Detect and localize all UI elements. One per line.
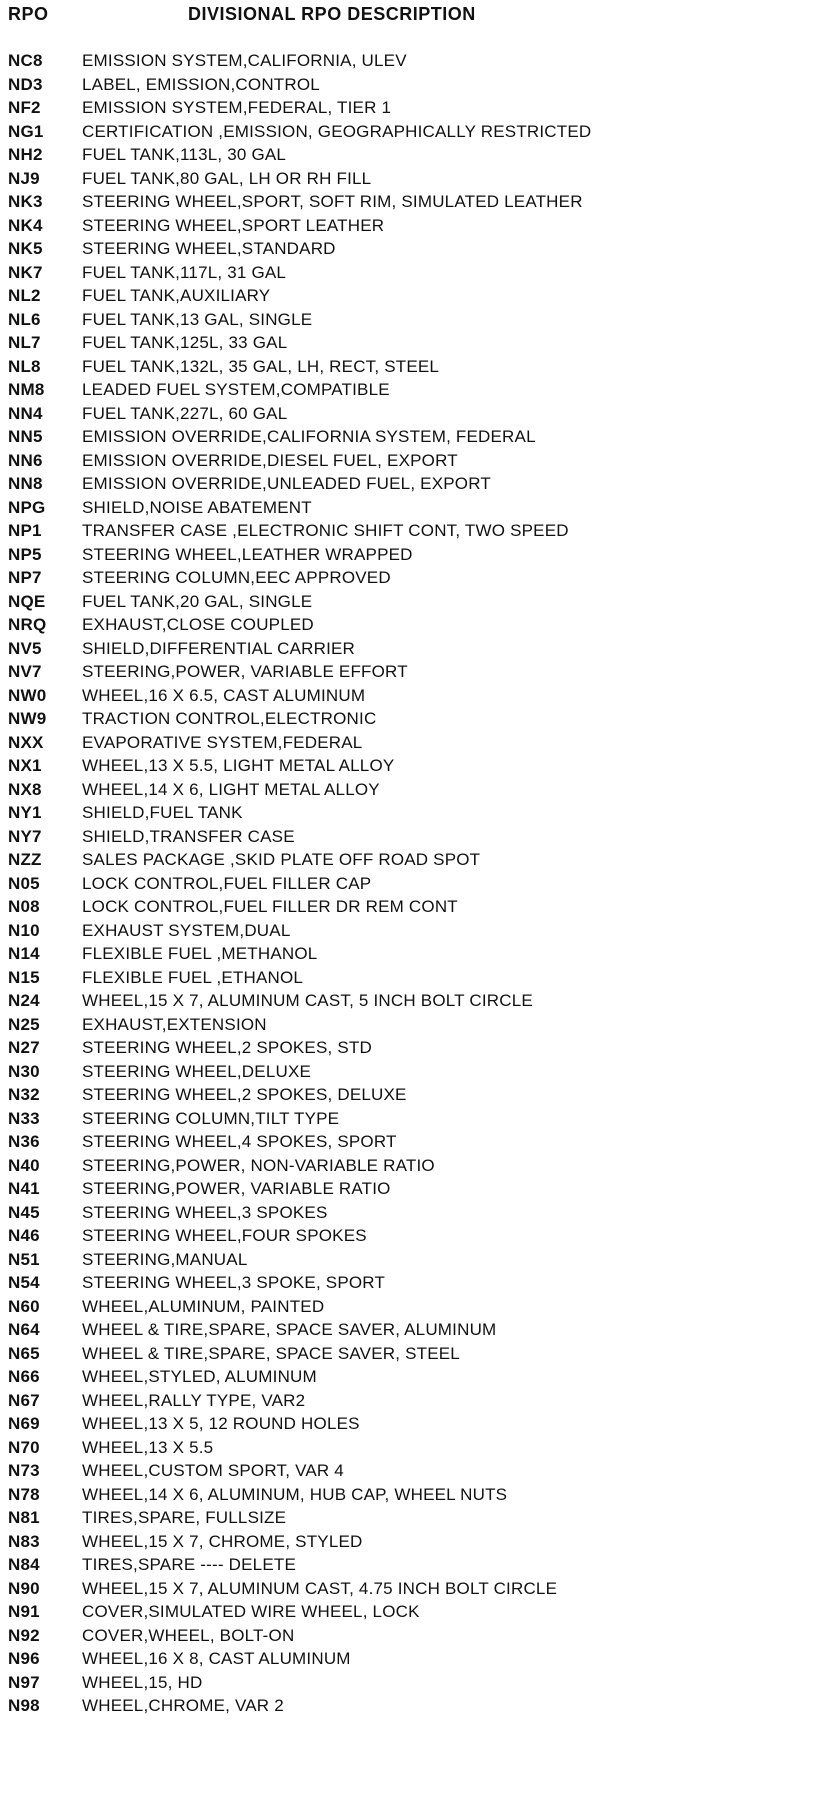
rpo-description: WHEEL,RALLY TYPE, VAR2 (82, 1390, 306, 1410)
rpo-code: N66 (8, 1367, 40, 1386)
list-item (8, 1154, 808, 1178)
list-item (8, 1694, 808, 1718)
rpo-description: FUEL TANK,113L, 30 GAL (82, 145, 287, 164)
list-item (8, 942, 808, 966)
rpo-code: N30 (8, 1061, 40, 1081)
list-item (8, 1036, 808, 1060)
list-item (8, 895, 808, 919)
rpo-description: TIRES,SPARE, FULLSIZE (82, 1508, 287, 1527)
rpo-description: STEERING WHEEL,STANDARD (82, 239, 336, 258)
list-item (8, 966, 808, 990)
rpo-code: NP5 (8, 544, 42, 564)
list-item (8, 989, 808, 1013)
rpo-code: NXX (8, 732, 44, 752)
rpo-description: EMISSION OVERRIDE,UNLEADED FUEL, EXPORT (82, 474, 491, 493)
list-item (8, 214, 808, 238)
list-item (8, 331, 808, 355)
list-item (8, 707, 808, 731)
rpo-code: N08 (8, 897, 40, 916)
rpo-description: LABEL, EMISSION,CONTROL (82, 74, 320, 94)
list-item (8, 1271, 808, 1295)
list-item (8, 1342, 808, 1366)
rpo-code: N51 (8, 1249, 40, 1269)
rpo-description: STEERING WHEEL,FOUR SPOKES (82, 1226, 367, 1245)
rpo-description: EMISSION SYSTEM,FEDERAL, TIER 1 (82, 98, 392, 117)
rpo-code: N90 (8, 1578, 40, 1598)
list-item (8, 637, 808, 661)
rpo-description: FUEL TANK,20 GAL, SINGLE (82, 591, 313, 611)
list-item (8, 96, 808, 120)
list-item (8, 1436, 808, 1460)
rpo-code: N67 (8, 1390, 40, 1410)
rpo-code: N45 (8, 1202, 40, 1222)
list-item (8, 1083, 808, 1107)
rpo-description: LOCK CONTROL,FUEL FILLER DR REM CONT (82, 897, 458, 916)
rpo-description: WHEEL & TIRE,SPARE, SPACE SAVER, ALUMINUM (82, 1320, 497, 1339)
rpo-code: N81 (8, 1508, 40, 1527)
rpo-code: N70 (8, 1437, 40, 1457)
rpo-code: ND3 (8, 74, 43, 94)
rpo-description: FUEL TANK,132L, 35 GAL, LH, RECT, STEEL (82, 356, 440, 376)
rpo-description: STEERING,POWER, VARIABLE RATIO (82, 1179, 391, 1198)
rpo-code: NM8 (8, 380, 45, 399)
rpo-code: NF2 (8, 98, 41, 117)
rpo-code: NK5 (8, 239, 43, 258)
rpo-code: NK4 (8, 215, 43, 235)
rpo-description: STEERING,POWER, VARIABLE EFFORT (82, 662, 408, 681)
list-item (8, 190, 808, 214)
rpo-code: N41 (8, 1179, 40, 1198)
list-item (8, 1412, 808, 1436)
rpo-list (8, 49, 808, 1718)
list-item (8, 1060, 808, 1084)
list-item (8, 120, 808, 144)
rpo-description: WHEEL,CUSTOM SPORT, VAR 4 (82, 1461, 344, 1480)
list-item (8, 919, 808, 943)
list-item (8, 378, 808, 402)
list-item (8, 1459, 808, 1483)
rpo-description: EMISSION OVERRIDE,CALIFORNIA SYSTEM, FEDERAL (82, 427, 536, 446)
rpo-column-heading: RPO (8, 4, 49, 24)
rpo-description: LOCK CONTROL,FUEL FILLER CAP (82, 873, 372, 893)
rpo-description: WHEEL,16 X 6.5, CAST ALUMINUM (82, 685, 366, 705)
rpo-code: NH2 (8, 145, 43, 164)
rpo-code: NV5 (8, 638, 42, 658)
list-item (8, 425, 808, 449)
list-item (8, 660, 808, 684)
rpo-description: COVER,SIMULATED WIRE WHEEL, LOCK (82, 1602, 420, 1621)
list-item (8, 1107, 808, 1131)
list-item (8, 778, 808, 802)
rpo-description: SALES PACKAGE ,SKID PLATE OFF ROAD SPOT (82, 850, 481, 869)
rpo-description: WHEEL,STYLED, ALUMINUM (82, 1367, 317, 1386)
rpo-description: STEERING COLUMN,EEC APPROVED (82, 568, 391, 587)
rpo-code: NN5 (8, 427, 43, 446)
rpo-description: WHEEL,15 X 7, ALUMINUM CAST, 5 INCH BOLT CIRCLE (82, 991, 533, 1010)
list-item (8, 1506, 808, 1530)
rpo-code: N24 (8, 991, 40, 1010)
list-item (8, 754, 808, 778)
rpo-description: WHEEL,ALUMINUM, PAINTED (82, 1296, 325, 1316)
rpo-description: WHEEL,15, HD (82, 1672, 203, 1692)
rpo-code: NW9 (8, 709, 47, 728)
rpo-code: N32 (8, 1085, 40, 1104)
rpo-code: NY1 (8, 803, 42, 822)
list-item (8, 261, 808, 285)
rpo-code: NC8 (8, 51, 43, 70)
column-header (8, 4, 808, 28)
rpo-description: FUEL TANK,AUXILIARY (82, 286, 271, 305)
rpo-code: NZZ (8, 850, 42, 869)
rpo-description: FUEL TANK,227L, 60 GAL (82, 403, 288, 423)
rpo-description: LEADED FUEL SYSTEM,COMPATIBLE (82, 380, 390, 399)
list-item (8, 308, 808, 332)
list-item (8, 1130, 808, 1154)
rpo-description: WHEEL,15 X 7, CHROME, STYLED (82, 1531, 363, 1551)
list-item (8, 1295, 808, 1319)
rpo-description: STEERING,MANUAL (82, 1249, 248, 1269)
rpo-description: STEERING COLUMN,TILT TYPE (82, 1108, 340, 1128)
rpo-description: TIRES,SPARE ---- DELETE (82, 1555, 296, 1574)
rpo-code: NG1 (8, 121, 44, 141)
rpo-code: NN8 (8, 474, 43, 493)
rpo-description: WHEEL,13 X 5.5, LIGHT METAL ALLOY (82, 756, 395, 775)
rpo-code: NPG (8, 497, 46, 517)
rpo-code: N69 (8, 1414, 40, 1433)
rpo-description: STEERING,POWER, NON-VARIABLE RATIO (82, 1155, 435, 1175)
list-item (8, 1248, 808, 1272)
description-column-heading: DIVISIONAL RPO DESCRIPTION (188, 4, 476, 24)
rpo-code: NN4 (8, 403, 43, 423)
rpo-description: EMISSION SYSTEM,CALIFORNIA, ULEV (82, 51, 407, 70)
list-item (8, 543, 808, 567)
rpo-description: WHEEL,CHROME, VAR 2 (82, 1696, 284, 1715)
rpo-description: FUEL TANK,80 GAL, LH OR RH FILL (82, 168, 372, 188)
rpo-code: NL6 (8, 309, 41, 329)
rpo-code: NL2 (8, 286, 41, 305)
list-item (8, 1530, 808, 1554)
rpo-code: N98 (8, 1696, 40, 1715)
rpo-code: NP1 (8, 521, 42, 540)
rpo-code: N33 (8, 1108, 40, 1128)
rpo-description: FLEXIBLE FUEL ,METHANOL (82, 944, 318, 963)
list-item (8, 237, 808, 261)
list-item (8, 1389, 808, 1413)
list-item (8, 613, 808, 637)
list-item (8, 1483, 808, 1507)
list-item (8, 167, 808, 191)
rpo-description: EXHAUST SYSTEM,DUAL (82, 920, 291, 940)
rpo-description: EXHAUST,EXTENSION (82, 1014, 267, 1034)
rpo-description: SHIELD,DIFFERENTIAL CARRIER (82, 638, 356, 658)
list-item (8, 519, 808, 543)
rpo-code: N78 (8, 1484, 40, 1504)
rpo-code: N15 (8, 967, 40, 987)
rpo-code: N40 (8, 1155, 40, 1175)
list-item (8, 1013, 808, 1037)
list-item (8, 848, 808, 872)
list-item (8, 684, 808, 708)
rpo-code: N14 (8, 944, 40, 963)
rpo-code: NX8 (8, 779, 42, 799)
list-item (8, 1577, 808, 1601)
rpo-code: N46 (8, 1226, 40, 1245)
list-item (8, 1624, 808, 1648)
rpo-code: N91 (8, 1602, 40, 1621)
rpo-code: N54 (8, 1273, 40, 1292)
list-item (8, 801, 808, 825)
rpo-code: N25 (8, 1014, 40, 1034)
rpo-description: SHIELD,TRANSFER CASE (82, 826, 295, 846)
rpo-description: FUEL TANK,117L, 31 GAL (82, 262, 287, 282)
list-item (8, 1224, 808, 1248)
list-item (8, 496, 808, 520)
list-item (8, 143, 808, 167)
list-item (8, 1647, 808, 1671)
rpo-code: N84 (8, 1555, 40, 1574)
rpo-description: STEERING WHEEL,3 SPOKES (82, 1202, 328, 1222)
rpo-description: STEERING WHEEL,2 SPOKES, DELUXE (82, 1085, 407, 1104)
rpo-description: SHIELD,NOISE ABATEMENT (82, 497, 312, 517)
list-item (8, 872, 808, 896)
list-item (8, 731, 808, 755)
list-item (8, 1365, 808, 1389)
rpo-code: NX1 (8, 756, 42, 775)
rpo-description: WHEEL,14 X 6, LIGHT METAL ALLOY (82, 779, 380, 799)
rpo-code: NL7 (8, 333, 41, 352)
rpo-code: NRQ (8, 615, 47, 634)
rpo-description: STEERING WHEEL,4 SPOKES, SPORT (82, 1132, 397, 1151)
rpo-description: FUEL TANK,125L, 33 GAL (82, 333, 288, 352)
list-item (8, 402, 808, 426)
rpo-code: N73 (8, 1461, 40, 1480)
list-item (8, 1600, 808, 1624)
rpo-description: TRANSFER CASE ,ELECTRONIC SHIFT CONT, TWO SPEED (82, 521, 569, 540)
rpo-description: WHEEL,13 X 5.5 (82, 1437, 214, 1457)
rpo-code: NQE (8, 591, 46, 611)
rpo-description: STEERING WHEEL,LEATHER WRAPPED (82, 544, 413, 564)
list-item (8, 590, 808, 614)
rpo-description: STEERING WHEEL,2 SPOKES, STD (82, 1038, 372, 1057)
list-item (8, 1318, 808, 1342)
rpo-description: FUEL TANK,13 GAL, SINGLE (82, 309, 313, 329)
rpo-description: WHEEL,14 X 6, ALUMINUM, HUB CAP, WHEEL NUTS (82, 1484, 508, 1504)
list-item (8, 355, 808, 379)
rpo-description: STEERING WHEEL,3 SPOKE, SPORT (82, 1273, 386, 1292)
rpo-description: STEERING WHEEL,SPORT LEATHER (82, 215, 385, 235)
rpo-description: EXHAUST,CLOSE COUPLED (82, 615, 314, 634)
rpo-description: WHEEL,15 X 7, ALUMINUM CAST, 4.75 INCH BOLT CIRCLE (82, 1578, 558, 1598)
rpo-description: STEERING WHEEL,DELUXE (82, 1061, 312, 1081)
rpo-code: N05 (8, 873, 40, 893)
list-item (8, 449, 808, 473)
rpo-description: STEERING WHEEL,SPORT, SOFT RIM, SIMULATED LEATHER (82, 192, 583, 211)
rpo-code: N64 (8, 1320, 40, 1339)
rpo-code: NV7 (8, 662, 42, 681)
list-item (8, 1201, 808, 1225)
rpo-code: N83 (8, 1531, 40, 1551)
rpo-description: WHEEL,16 X 8, CAST ALUMINUM (82, 1649, 351, 1668)
list-item (8, 73, 808, 97)
rpo-description: COVER,WHEEL, BOLT-ON (82, 1625, 295, 1645)
list-item (8, 1671, 808, 1695)
rpo-code: NL8 (8, 356, 41, 376)
rpo-description: EVAPORATIVE SYSTEM,FEDERAL (82, 732, 363, 752)
rpo-code: N60 (8, 1296, 40, 1316)
rpo-code: NK7 (8, 262, 43, 282)
rpo-description: WHEEL & TIRE,SPARE, SPACE SAVER, STEEL (82, 1343, 460, 1363)
rpo-code: NW0 (8, 685, 47, 705)
list-item (8, 1553, 808, 1577)
list-item (8, 472, 808, 496)
rpo-description: CERTIFICATION ,EMISSION, GEOGRAPHICALLY RESTRICTED (82, 121, 592, 141)
rpo-code: N10 (8, 920, 40, 940)
rpo-code: NN6 (8, 450, 43, 470)
rpo-code: N92 (8, 1625, 40, 1645)
rpo-code: NP7 (8, 568, 42, 587)
rpo-code: N27 (8, 1038, 40, 1057)
rpo-code: NY7 (8, 826, 42, 846)
rpo-code: N96 (8, 1649, 40, 1668)
rpo-code: N97 (8, 1672, 40, 1692)
list-item (8, 284, 808, 308)
list-item (8, 566, 808, 590)
rpo-description: SHIELD,FUEL TANK (82, 803, 243, 822)
rpo-description: FLEXIBLE FUEL ,ETHANOL (82, 967, 304, 987)
rpo-code: NJ9 (8, 168, 40, 188)
rpo-description: TRACTION CONTROL,ELECTRONIC (82, 709, 377, 728)
rpo-description: WHEEL,13 X 5, 12 ROUND HOLES (82, 1414, 360, 1433)
rpo-description: EMISSION OVERRIDE,DIESEL FUEL, EXPORT (82, 450, 458, 470)
rpo-code: N65 (8, 1343, 40, 1363)
list-item (8, 825, 808, 849)
rpo-code: N36 (8, 1132, 40, 1151)
list-item (8, 49, 808, 73)
rpo-code: NK3 (8, 192, 43, 211)
list-item (8, 1177, 808, 1201)
